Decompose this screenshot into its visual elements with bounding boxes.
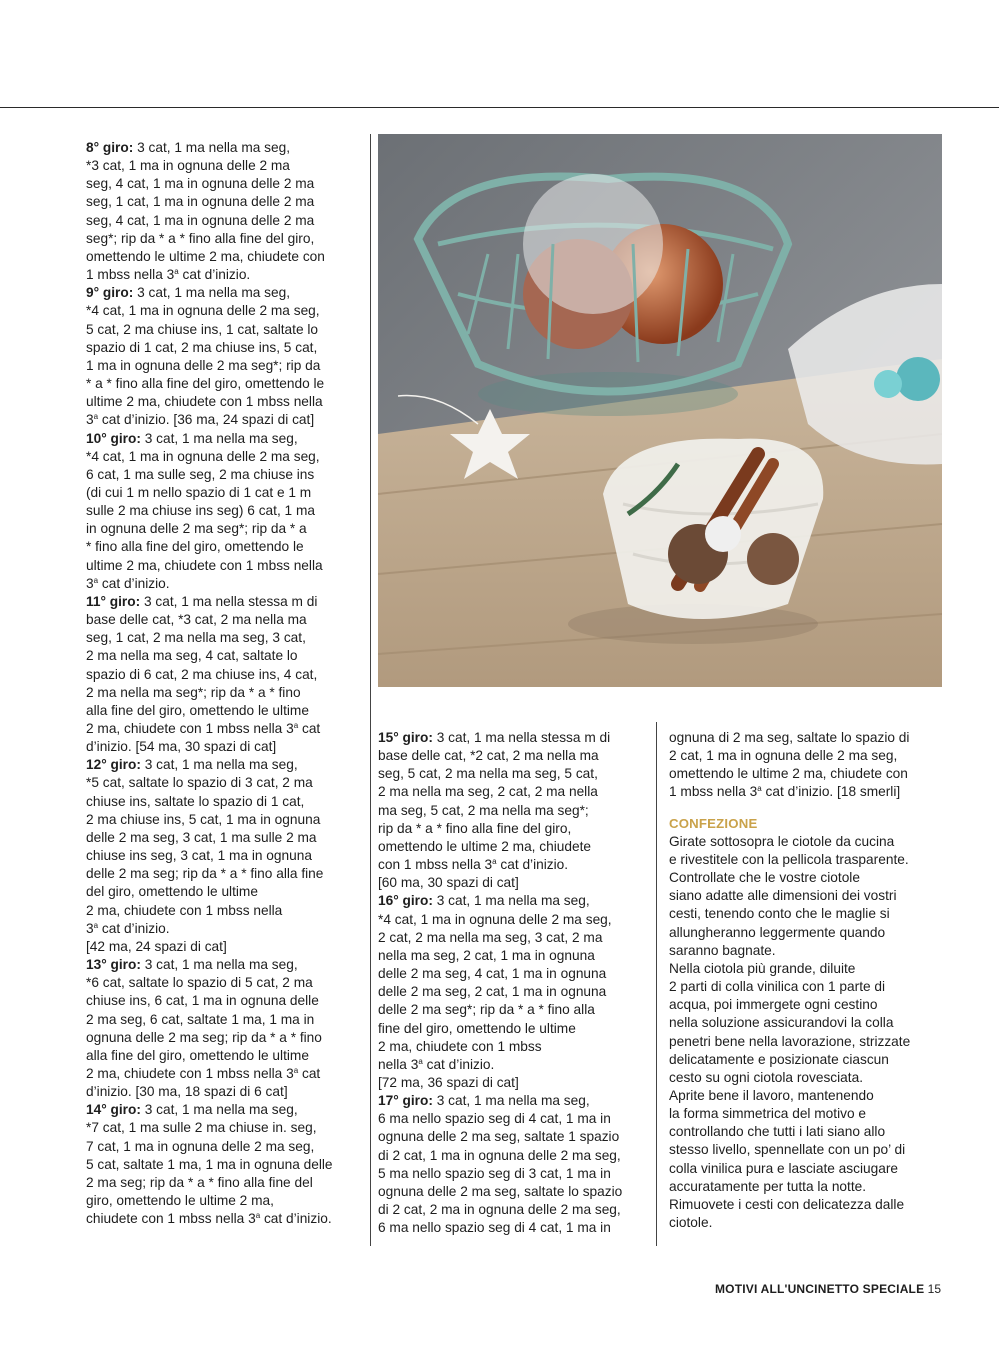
- instruction-line: *4 cat, 1 ma in ognuna delle 2 ma seg,: [86, 448, 320, 464]
- instruction-line: delle 2 ma seg; rip da * a * fino alla fine: [86, 866, 324, 882]
- instruction-line: del giro, omettendo le ultime: [86, 884, 258, 900]
- round-label: 15° giro:: [378, 730, 433, 745]
- instruction-line: [42 ma, 24 spazi di cat]: [86, 938, 227, 954]
- instruction-line: omettendo le ultime 2 ma, chiudete con: [669, 766, 908, 782]
- confezione-line: 2 parti di colla vinilica con 1 parte di: [669, 979, 886, 995]
- instruction-line: seg, 1 cat, 1 ma in ognuna delle 2 ma: [86, 194, 315, 210]
- instruction-line: 10° giro: 3 cat, 1 ma nella ma seg,: [86, 430, 298, 446]
- instruction-line: chiuse ins, saltate lo spazio di 1 cat,: [86, 793, 305, 809]
- instruction-line: nella 3$^a$ cat d’inizio.: [378, 1056, 495, 1072]
- confezione-line: controllando che tutti i lati siano allo: [669, 1124, 886, 1140]
- confezione-line: la forma simmetrica del motivo e: [669, 1106, 867, 1122]
- instruction-line: * a * fino alla fine del giro, omettendo le: [86, 376, 325, 392]
- instruction-line: 3$^a$ cat d’inizio.: [86, 575, 170, 591]
- confezione-line: stesso livello, spennellate con un po’ di: [669, 1142, 906, 1158]
- confezione-line: Girate sottosopra le ciotole da cucina: [669, 833, 895, 849]
- instruction-line: rip da * a * fino alla fine del giro,: [378, 820, 572, 836]
- instruction-line: giro, omettendo le ultime 2 ma,: [86, 1193, 274, 1209]
- instructions-column-1: [86, 139, 333, 1228]
- instruction-line: ma seg, 5 cat, 2 ma nella ma seg*;: [378, 802, 589, 818]
- instruction-line: [72 ma, 36 spazi di cat]: [378, 1074, 519, 1090]
- confezione-line: colla vinilica pura e lasciate asciugare: [669, 1160, 899, 1176]
- instruction-line: d’inizio. [30 ma, 18 spazi di 6 cat]: [86, 1084, 288, 1100]
- instruction-line: 2 ma, chiudete con 1 mbss nella: [86, 902, 283, 918]
- instruction-line: base delle cat, *3 cat, 2 ma nella ma: [86, 612, 307, 628]
- instruction-line: *7 cat, 1 ma sulle 2 ma chiuse in. seg,: [86, 1120, 317, 1136]
- instruction-line: ognuna di 2 ma seg, saltate lo spazio di: [669, 730, 910, 745]
- page-footer: [715, 1282, 941, 1296]
- instruction-line: 13° giro: 3 cat, 1 ma nella ma seg,: [86, 957, 298, 973]
- instruction-line: 8° giro: 3 cat, 1 ma nella ma seg,: [86, 140, 291, 155]
- instruction-line: d’inizio. [54 ma, 30 spazi di cat]: [86, 739, 277, 755]
- instruction-line: omettendo le ultime 2 ma, chiudete con: [86, 248, 325, 264]
- instruction-line: 17° giro: 3 cat, 1 ma nella ma seg,: [378, 1093, 590, 1109]
- instruction-line: seg*; rip da * a * fino alla fine del giro,: [86, 230, 315, 246]
- confezione-line: ciotole.: [669, 1215, 713, 1231]
- instruction-line: [60 ma, 30 spazi di cat]: [378, 875, 519, 891]
- instruction-line: 5 cat, 2 ma chiuse ins, 1 cat, saltate lo: [86, 321, 319, 337]
- page-number: 15: [927, 1282, 941, 1296]
- instruction-line: con 1 mbss nella 3$^a$ cat d’inizio.: [378, 857, 569, 873]
- instruction-line: 2 ma nella ma seg*; rip da * a * fino: [86, 684, 301, 700]
- confezione-line: nella soluzione assicurandovi la colla: [669, 1015, 894, 1031]
- instruction-line: in ognuna delle 2 ma seg*; rip da * a: [86, 521, 307, 537]
- instructions-column-3: [669, 729, 910, 1232]
- round-label: 14° giro:: [86, 1102, 141, 1118]
- instruction-line: chiuse ins seg, 3 cat, 1 ma in ognuna: [86, 848, 312, 864]
- instruction-line: base delle cat, *2 cat, 2 ma nella ma: [378, 748, 599, 764]
- column-divider-left: [370, 134, 371, 1246]
- confezione-line: delicatamente e posizionate ciascun: [669, 1051, 889, 1067]
- instruction-line: seg, 4 cat, 1 ma in ognuna delle 2 ma: [86, 212, 315, 228]
- column-divider-right: [656, 722, 657, 1246]
- instruction-line: delle 2 ma seg, 2 cat, 1 ma in ognuna: [378, 984, 607, 1000]
- instruction-line: alla fine del giro, omettendo le ultime: [86, 702, 309, 718]
- instruction-line: ognuna delle 2 ma seg, saltate lo spazio: [378, 1183, 623, 1199]
- instruction-line: 2 ma, chiudete con 1 mbss nella 3$^a$ cat: [86, 721, 321, 736]
- instruction-line: delle 2 ma seg*; rip da * a * fino alla: [378, 1002, 595, 1018]
- confezione-line: penetri bene nella lavorazione, strizzate: [669, 1033, 911, 1049]
- instruction-line: omettendo le ultime 2 ma, chiudete: [378, 838, 592, 854]
- confezione-line: Nella ciotola più grande, diluite: [669, 960, 856, 976]
- instruction-line: 3$^a$ cat d’inizio.: [86, 920, 170, 936]
- round-17-continuation: [669, 729, 910, 802]
- instruction-line: 2 ma, chiudete con 1 mbss nella 3$^a$ cat: [86, 1065, 321, 1081]
- instruction-line: *4 cat, 1 ma in ognuna delle 2 ma seg,: [378, 911, 612, 927]
- instruction-line: ultime 2 ma, chiudete con 1 mbss nella: [86, 394, 323, 410]
- instruction-line: nella ma seg, 2 cat, 1 ma in ognuna: [378, 947, 595, 963]
- instruction-line: sulle 2 ma chiuse ins seg) 6 cat, 1 ma: [86, 503, 315, 519]
- instruction-line: seg, 4 cat, 1 ma in ognuna delle 2 ma: [86, 176, 315, 192]
- confezione-line: acqua, poi immergete ogni cestino: [669, 997, 878, 1013]
- instruction-line: (di cui 1 m nello spazio di 1 cat e 1 m: [86, 484, 312, 500]
- instruction-line: seg, 5 cat, 2 ma nella ma seg, 5 cat,: [378, 766, 598, 782]
- instruction-line: 1 mbss nella 3$^a$ cat d’inizio. [18 smerli]: [669, 784, 901, 800]
- confezione-line: e rivestitele con la pellicola trasparente.: [669, 851, 909, 867]
- instruction-line: 5 ma nello spazio seg di 3 cat, 1 ma in: [378, 1165, 611, 1181]
- confezione-line: saranno bagnate.: [669, 942, 776, 958]
- instruction-line: 2 ma nella ma seg, 2 cat, 2 ma nella: [378, 784, 598, 800]
- round-label: 9° giro:: [86, 285, 134, 301]
- round-label: 12° giro:: [86, 757, 141, 773]
- instruction-line: alla fine del giro, omettendo le ultime: [86, 1047, 309, 1063]
- round-label: 10° giro:: [86, 430, 141, 446]
- header-rule: [0, 107, 999, 108]
- instruction-line: 3$^a$ cat d’inizio. [36 ma, 24 spazi di cat]: [86, 412, 315, 428]
- instruction-line: spazio di 6 cat, 2 ma chiuse ins, 4 cat,: [86, 666, 318, 682]
- instruction-line: 1 mbss nella 3$^a$ cat d’inizio.: [86, 267, 251, 283]
- instruction-line: 1 ma in ognuna delle 2 ma seg*; rip da: [86, 357, 321, 373]
- confezione-line: Rimuovete i cesti con delicatezza dalle: [669, 1196, 905, 1212]
- instruction-line: di 2 cat, 1 ma in ognuna delle 2 ma seg,: [378, 1147, 621, 1163]
- confezione-line: allungheranno leggermente quando: [669, 924, 886, 940]
- instruction-line: 11° giro: 3 cat, 1 ma nella stessa m di: [86, 593, 318, 609]
- instruction-line: delle 2 ma seg, 3 cat, 1 ma sulle 2 ma: [86, 829, 317, 845]
- instruction-line: 2 cat, 1 ma in ognuna delle 2 ma seg,: [669, 748, 898, 764]
- instruction-line: * fino alla fine del giro, omettendo le: [86, 539, 304, 555]
- instruction-line: 2 ma nella ma seg, 4 cat, saltate lo: [86, 648, 298, 664]
- confezione-line: Aprite bene il lavoro, mantenendo: [669, 1087, 874, 1103]
- confezione-line: accuratamente per tutta la notte.: [669, 1178, 867, 1194]
- instruction-line: 2 ma chiuse ins, 5 cat, 1 ma in ognuna: [86, 811, 321, 827]
- confezione-line: cesti, tenendo conto che le maglie si: [669, 906, 890, 922]
- confezione-heading: CONFEZIONE: [669, 815, 758, 831]
- round-label: 8° giro:: [86, 140, 134, 155]
- instructions-column-2: [378, 729, 622, 1237]
- instruction-line: 16° giro: 3 cat, 1 ma nella ma seg,: [378, 893, 590, 909]
- instruction-line: 2 ma seg, 6 cat, saltate 1 ma, 1 ma in: [86, 1011, 315, 1027]
- instruction-line: *5 cat, saltate lo spazio di 3 cat, 2 ma: [86, 775, 313, 791]
- instruction-line: fine del giro, omettendo le ultime: [378, 1020, 576, 1036]
- instruction-line: 15° giro: 3 cat, 1 ma nella stessa m di: [378, 730, 611, 745]
- confezione-line: Controllate che le vostre ciotole: [669, 870, 860, 886]
- instruction-line: 7 cat, 1 ma in ognuna delle 2 ma seg,: [86, 1138, 315, 1154]
- instruction-line: chiuse ins, 6 cat, 1 ma in ognuna delle: [86, 993, 319, 1009]
- round-label: 13° giro:: [86, 957, 141, 973]
- instruction-line: 2 cat, 2 ma nella ma seg, 3 cat, 2 ma: [378, 929, 603, 945]
- instruction-line: chiudete con 1 mbss nella 3$^a$ cat d’inizio.: [86, 1211, 332, 1227]
- instruction-line: 14° giro: 3 cat, 1 ma nella ma seg,: [86, 1102, 298, 1118]
- instruction-line: *4 cat, 1 ma in ognuna delle 2 ma seg,: [86, 303, 320, 319]
- confezione-line: siano adatte alle dimensioni dei vostri: [669, 888, 897, 904]
- instruction-line: 6 ma nello spazio seg di 4 cat, 1 ma in: [378, 1111, 611, 1127]
- instruction-line: 6 cat, 1 ma sulle seg, 2 ma chiuse ins: [86, 466, 315, 482]
- instruction-line: 6 ma nello spazio seg di 4 cat, 1 ma in: [378, 1220, 611, 1236]
- instruction-line: *6 cat, saltate lo spazio di 5 cat, 2 ma: [86, 975, 313, 991]
- instruction-line: di 2 cat, 2 ma in ognuna delle 2 ma seg,: [378, 1202, 621, 1218]
- instruction-line: seg, 1 cat, 2 ma nella ma seg, 3 cat,: [86, 630, 306, 646]
- round-label: 16° giro:: [378, 893, 433, 909]
- confezione-text: [669, 833, 910, 1232]
- instruction-line: ognuna delle 2 ma seg, saltate 1 spazio: [378, 1129, 620, 1145]
- instruction-line: 9° giro: 3 cat, 1 ma nella ma seg,: [86, 285, 291, 301]
- instruction-line: ognuna delle 2 ma seg; rip da * a * fino: [86, 1029, 322, 1045]
- instruction-line: *3 cat, 1 ma in ognuna delle 2 ma: [86, 158, 290, 174]
- instruction-line: 12° giro: 3 cat, 1 ma nella ma seg,: [86, 757, 298, 773]
- round-label: 17° giro:: [378, 1093, 433, 1109]
- instruction-line: 2 ma seg; rip da * a * fino alla fine del: [86, 1174, 313, 1190]
- instruction-line: delle 2 ma seg, 4 cat, 1 ma in ognuna: [378, 966, 607, 982]
- instruction-line: ultime 2 ma, chiudete con 1 mbss nella: [86, 557, 323, 573]
- crochet-baskets-photo: [378, 134, 942, 687]
- confezione-line: cesto su ogni ciotola rovesciata.: [669, 1069, 864, 1085]
- instruction-line: spazio di 1 cat, 2 ma chiuse ins, 5 cat,: [86, 339, 318, 355]
- magazine-title: MOTIVI ALL'UNCINETTO SPECIALE: [714, 1282, 925, 1296]
- round-label: 11° giro:: [86, 593, 141, 609]
- instruction-line: 2 ma, chiudete con 1 mbss: [378, 1038, 542, 1054]
- instruction-line: 5 cat, saltate 1 ma, 1 ma in ognuna delle: [86, 1156, 333, 1172]
